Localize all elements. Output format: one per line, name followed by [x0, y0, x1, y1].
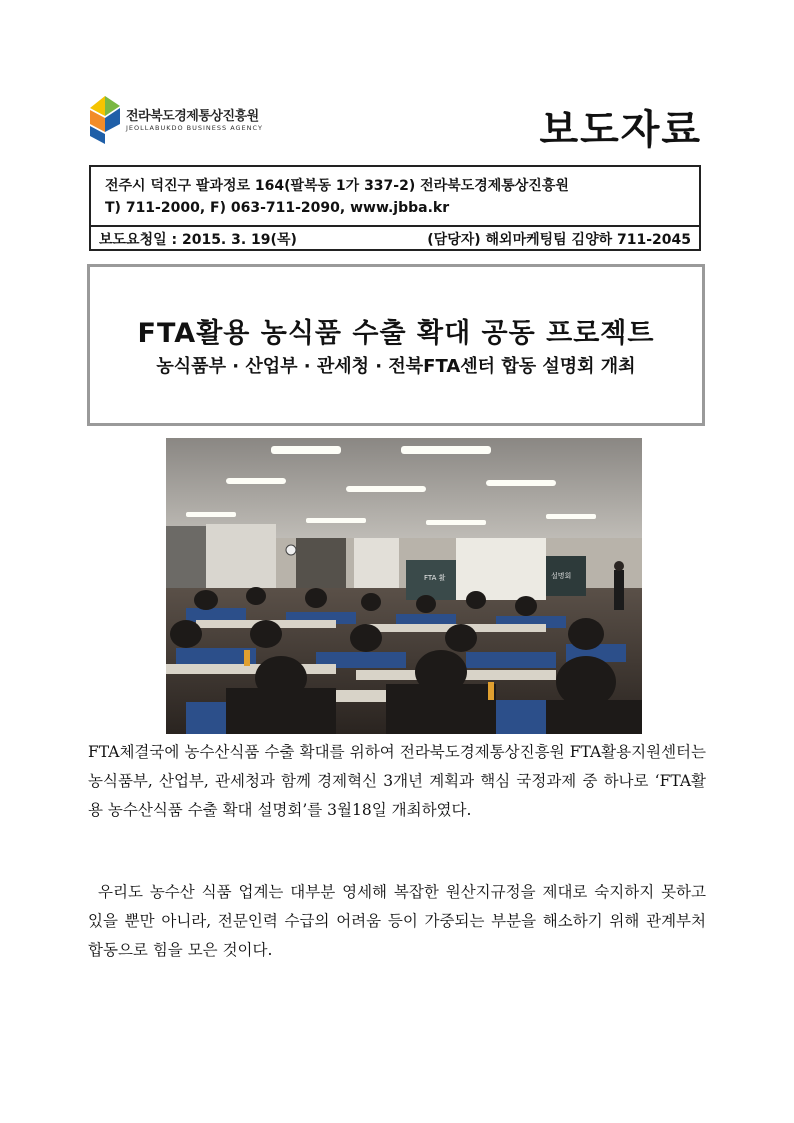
agency-logo-mark-icon — [90, 96, 120, 144]
screen-text-right: 설명회 — [551, 572, 572, 580]
agency-contact: T) 711-2000, F) 063-711-2090, www.jbba.kr — [105, 200, 450, 216]
agency-logo — [90, 96, 290, 146]
seminar-photo — [166, 438, 642, 734]
headline-box — [87, 264, 705, 426]
info-box — [89, 165, 701, 251]
screen-text-left: FTA 활 — [424, 574, 446, 582]
headline-subtitle: 농식품부 · 산업부 · 관세청 · 전북FTA센터 합동 설명회 개최 — [156, 356, 636, 377]
release-request-date: 보도요청일 : 2015. 3. 19(목) — [99, 232, 297, 248]
body-paragraph-1: FTA체결국에 농수산식품 수출 확대를 위하여 전라북도경제통상진흥원 FTA활용지원센터는 농식품부, 산업부, 관세청과 함께 경제혁신 3개년 계획과 핵심 국정과제 중 하나로 ‘FTA활용 농수산식품 수출 확대 설명회’를 3월18일 개최하였다. — [88, 743, 706, 819]
document-type-title: 보도자료 — [539, 107, 702, 153]
seminar-photo-illustration — [166, 438, 642, 734]
agency-address: 전주시 덕진구 팔과정로 164(팔복동 1가 337-2) 전라북도경제통상진흥원 — [105, 178, 569, 194]
info-divider — [91, 225, 699, 227]
body-paragraph-2: 우리도 농수산 식품 업계는 대부분 영세해 복잡한 원산지규정을 제대로 숙지하지 못하고 있을 뿐만 아니라, 전문인력 수급의 어려움 등이 가중되는 부분을 해소하기 위해 관계부처 합동으로 힘을 모은 것이다. — [88, 883, 706, 959]
person-in-charge: (담당자) 해외마케팅팀 김양하 711-2045 — [427, 232, 691, 248]
headline-title: FTA활용 농식품 수출 확대 공동 프로젝트 — [137, 318, 655, 349]
agency-name-english: JEOLLABUKDO BUSINESS AGENCY — [126, 124, 263, 132]
agency-name-korean: 전라북도경제통상진흥원 — [126, 109, 259, 124]
